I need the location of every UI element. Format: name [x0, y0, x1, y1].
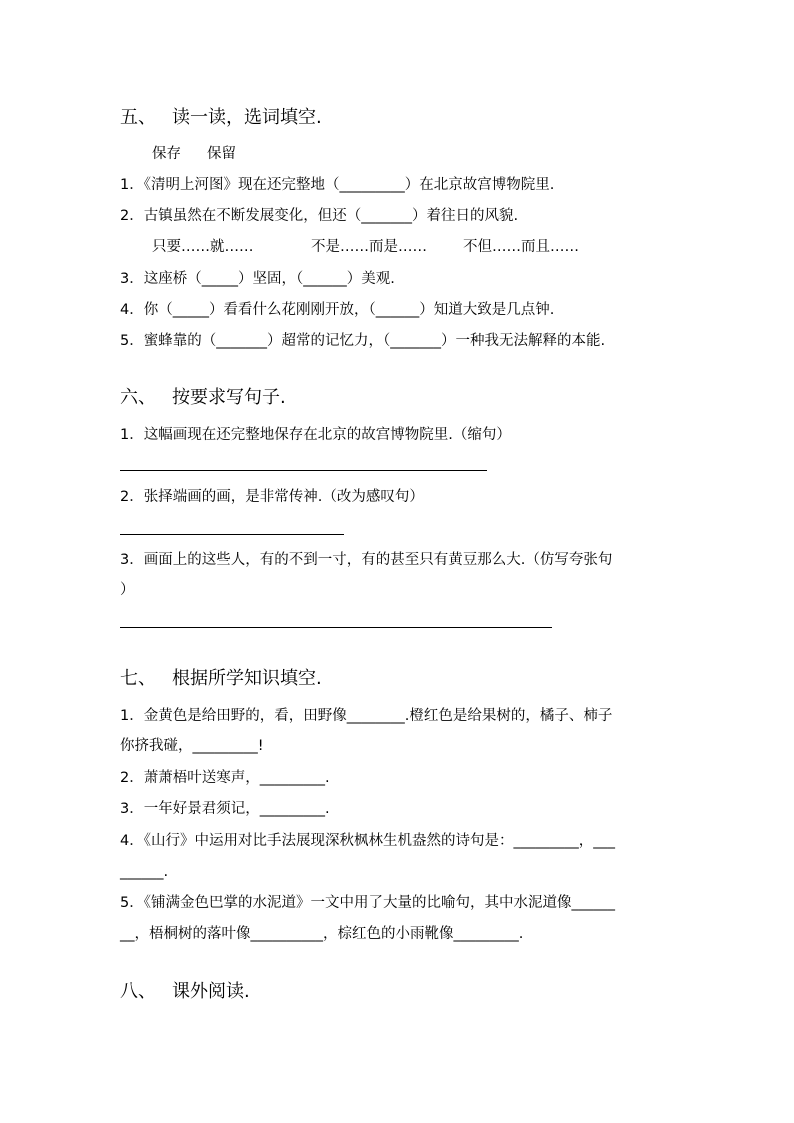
section6-question-3-line2: ）: [120, 582, 135, 598]
section7-question-3: 3．一年好景君须记，_________.: [120, 801, 330, 817]
section5-word-bank-1: [152, 144, 236, 164]
section5-question-1: 1．《清明上河图》现在还完整地（_________）在北京故宫博物院里.: [120, 177, 555, 193]
answer-line-6-2[interactable]: [120, 534, 344, 535]
section7-question-4-line2: ______.: [120, 864, 169, 880]
section7-heading: [120, 667, 322, 691]
section5-number: 五、: [120, 107, 156, 128]
word-option-baoliu: 保留: [207, 146, 236, 162]
section7-question-2: 2．萧萧梧叶送寒声，_________.: [120, 770, 330, 786]
word-option-baocun: 保存: [152, 146, 181, 162]
section7-question-1-line1: 1．金黄色是给田野的，看，田野像________.橙红色是给果树的，橘子、柿子: [120, 708, 613, 724]
section7-question-1-line2: 你挤我碰，_________!: [120, 738, 264, 754]
section6-heading: [120, 386, 286, 410]
section7-question-5-line2: __，梧桐树的落叶像__________，棕红色的小雨靴像_________.: [120, 926, 524, 942]
section5-word-bank-2: [152, 237, 579, 257]
section8-number: 八、: [120, 981, 156, 1002]
section5-question-3: 3．这座桥（_____）坚固，（______）美观.: [120, 271, 395, 287]
section6-question-2: 2．张择端画的画，是非常传神.（改为感叹句）: [120, 489, 424, 505]
answer-line-6-1[interactable]: [120, 470, 487, 471]
section7-question-5-line1: 5．《铺满金色巴掌的水泥道》一文中用了大量的比喻句，其中水泥道像______: [120, 895, 615, 911]
section6-question-3-line1: 3．画面上的这些人，有的不到一寸，有的甚至只有黄豆那么大.（仿写夸张句: [120, 552, 613, 568]
section6-question-1: 1．这幅画现在还完整地保存在北京的故宫博物院里.（缩句）: [120, 427, 511, 443]
section7-question-4-line1: 4．《山行》中运用对比手法展现深秋枫林生机盎然的诗句是：_________，___: [120, 833, 615, 849]
answer-line-6-3[interactable]: [120, 627, 552, 628]
section5-question-4: 4．你（_____）看看什么花刚刚开放，（______）知道大致是几点钟.: [120, 302, 555, 318]
conjunction-option-2: 不是……而是……: [311, 239, 427, 255]
conjunction-option-1: 只要……就……: [152, 239, 254, 255]
section5-title: 读一读，选词填空.: [172, 107, 322, 128]
section5-heading: [120, 106, 322, 130]
section5-question-2: 2．古镇虽然在不断发展变化，但还（_______）着往日的风貌.: [120, 208, 519, 224]
section7-title: 根据所学知识填空.: [172, 668, 322, 689]
section6-number: 六、: [120, 387, 156, 408]
section6-title: 按要求写句子.: [172, 387, 286, 408]
section8-heading: [120, 980, 250, 1004]
conjunction-option-3: 不但……而且……: [463, 239, 579, 255]
section8-title: 课外阅读.: [172, 981, 250, 1002]
section5-question-5: 5．蜜蜂靠的（_______）超常的记忆力，（_______）一种我无法解释的本能.: [120, 333, 606, 349]
section7-number: 七、: [120, 668, 156, 689]
